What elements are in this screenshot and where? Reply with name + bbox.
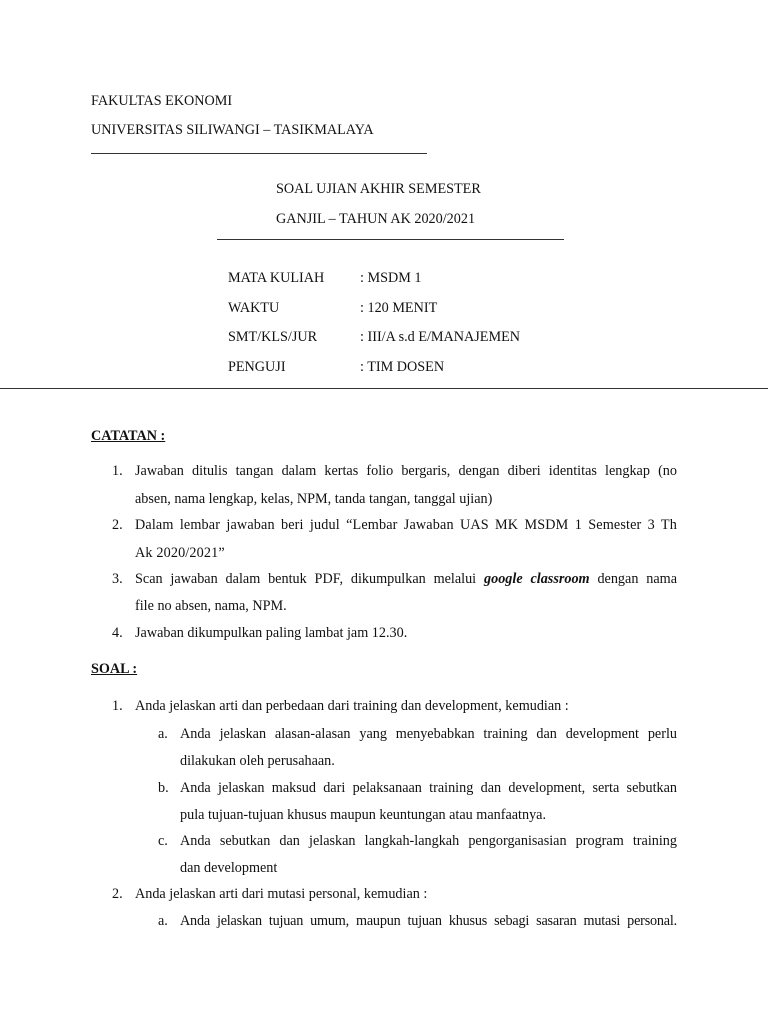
question-number: 2. bbox=[112, 886, 123, 902]
sub-question-letter: a. bbox=[158, 726, 168, 742]
info-label-time: WAKTU bbox=[228, 300, 280, 316]
note-text-cont: file no absen, nama, NPM. bbox=[135, 598, 287, 614]
note-text-cont: absen, nama lengkap, kelas, NPM, tanda tangan, tanggal ujian) bbox=[135, 491, 493, 507]
note-number: 2. bbox=[112, 517, 123, 533]
sub-question-letter: b. bbox=[158, 780, 169, 796]
note-text: Dalam lembar jawaban beri judul “Lembar Jawaban UAS MK MSDM 1 Semester 3 Th bbox=[135, 517, 677, 533]
question-text: Anda jelaskan arti dari mutasi personal, kemudian : bbox=[135, 886, 428, 902]
sub-question-text: Anda sebutkan dan jelaskan langkah-langkah pengorganisasian program training bbox=[180, 833, 677, 849]
info-label-course: MATA KULIAH bbox=[228, 270, 325, 286]
note-number: 3. bbox=[112, 571, 123, 587]
info-value-course: : MSDM 1 bbox=[360, 270, 422, 286]
header-divider bbox=[91, 153, 427, 154]
sub-question-text: Anda jelaskan alasan-alasan yang menyebabkan training dan development perlu bbox=[180, 726, 677, 742]
sub-question-text-cont: pula tujuan-tujuan khusus maupun keuntungan atau manfaatnya. bbox=[180, 807, 547, 823]
sub-question-letter: c. bbox=[158, 833, 168, 849]
note-text: Jawaban ditulis tangan dalam kertas folio bergaris, dengan diberi identitas lengkap (no bbox=[135, 463, 677, 479]
questions-heading: SOAL : bbox=[91, 661, 138, 677]
question-number: 1. bbox=[112, 698, 123, 714]
note-number: 1. bbox=[112, 463, 123, 479]
section-divider bbox=[0, 388, 768, 389]
note-text bbox=[135, 571, 677, 588]
exam-title: SOAL UJIAN AKHIR SEMESTER bbox=[276, 181, 481, 197]
sub-question-text-cont: dilakukan oleh perusahaan. bbox=[180, 753, 335, 769]
university-name: UNIVERSITAS SILIWANGI – TASIKMALAYA bbox=[91, 122, 374, 138]
info-value-time: : 120 MENIT bbox=[360, 300, 438, 316]
exam-period: GANJIL – TAHUN AK 2020/2021 bbox=[276, 211, 476, 227]
sub-question-text: Anda jelaskan tujuan umum, maupun tujuan khusus sebagi sasaran mutasi personal. bbox=[180, 913, 677, 929]
sub-question-text-cont: dan development bbox=[180, 860, 278, 876]
note-text-part: dengan nama bbox=[589, 571, 678, 587]
note-text-part: Scan jawaban dalam bentuk PDF, dikumpulkan melalui bbox=[135, 571, 484, 587]
faculty-name: FAKULTAS EKONOMI bbox=[91, 93, 233, 109]
info-value-class: : III/A s.d E/MANAJEMEN bbox=[360, 329, 520, 345]
question-text: Anda jelaskan arti dan perbedaan dari training dan development, kemudian : bbox=[135, 698, 569, 714]
google-classroom-emphasis: google classroom bbox=[484, 571, 590, 587]
info-value-examiner: : TIM DOSEN bbox=[360, 359, 445, 375]
notes-heading: CATATAN : bbox=[91, 428, 166, 444]
note-number: 4. bbox=[112, 625, 123, 641]
sub-question-letter: a. bbox=[158, 913, 168, 929]
sub-question-text: Anda jelaskan maksud dari pelaksanaan training dan development, serta sebutkan bbox=[180, 780, 677, 796]
info-label-class: SMT/KLS/JUR bbox=[228, 329, 318, 345]
note-text-cont: Ak 2020/2021” bbox=[135, 545, 225, 561]
title-divider bbox=[217, 239, 564, 240]
note-text: Jawaban dikumpulkan paling lambat jam 12.30. bbox=[135, 625, 408, 641]
info-label-examiner: PENGUJI bbox=[228, 359, 286, 375]
